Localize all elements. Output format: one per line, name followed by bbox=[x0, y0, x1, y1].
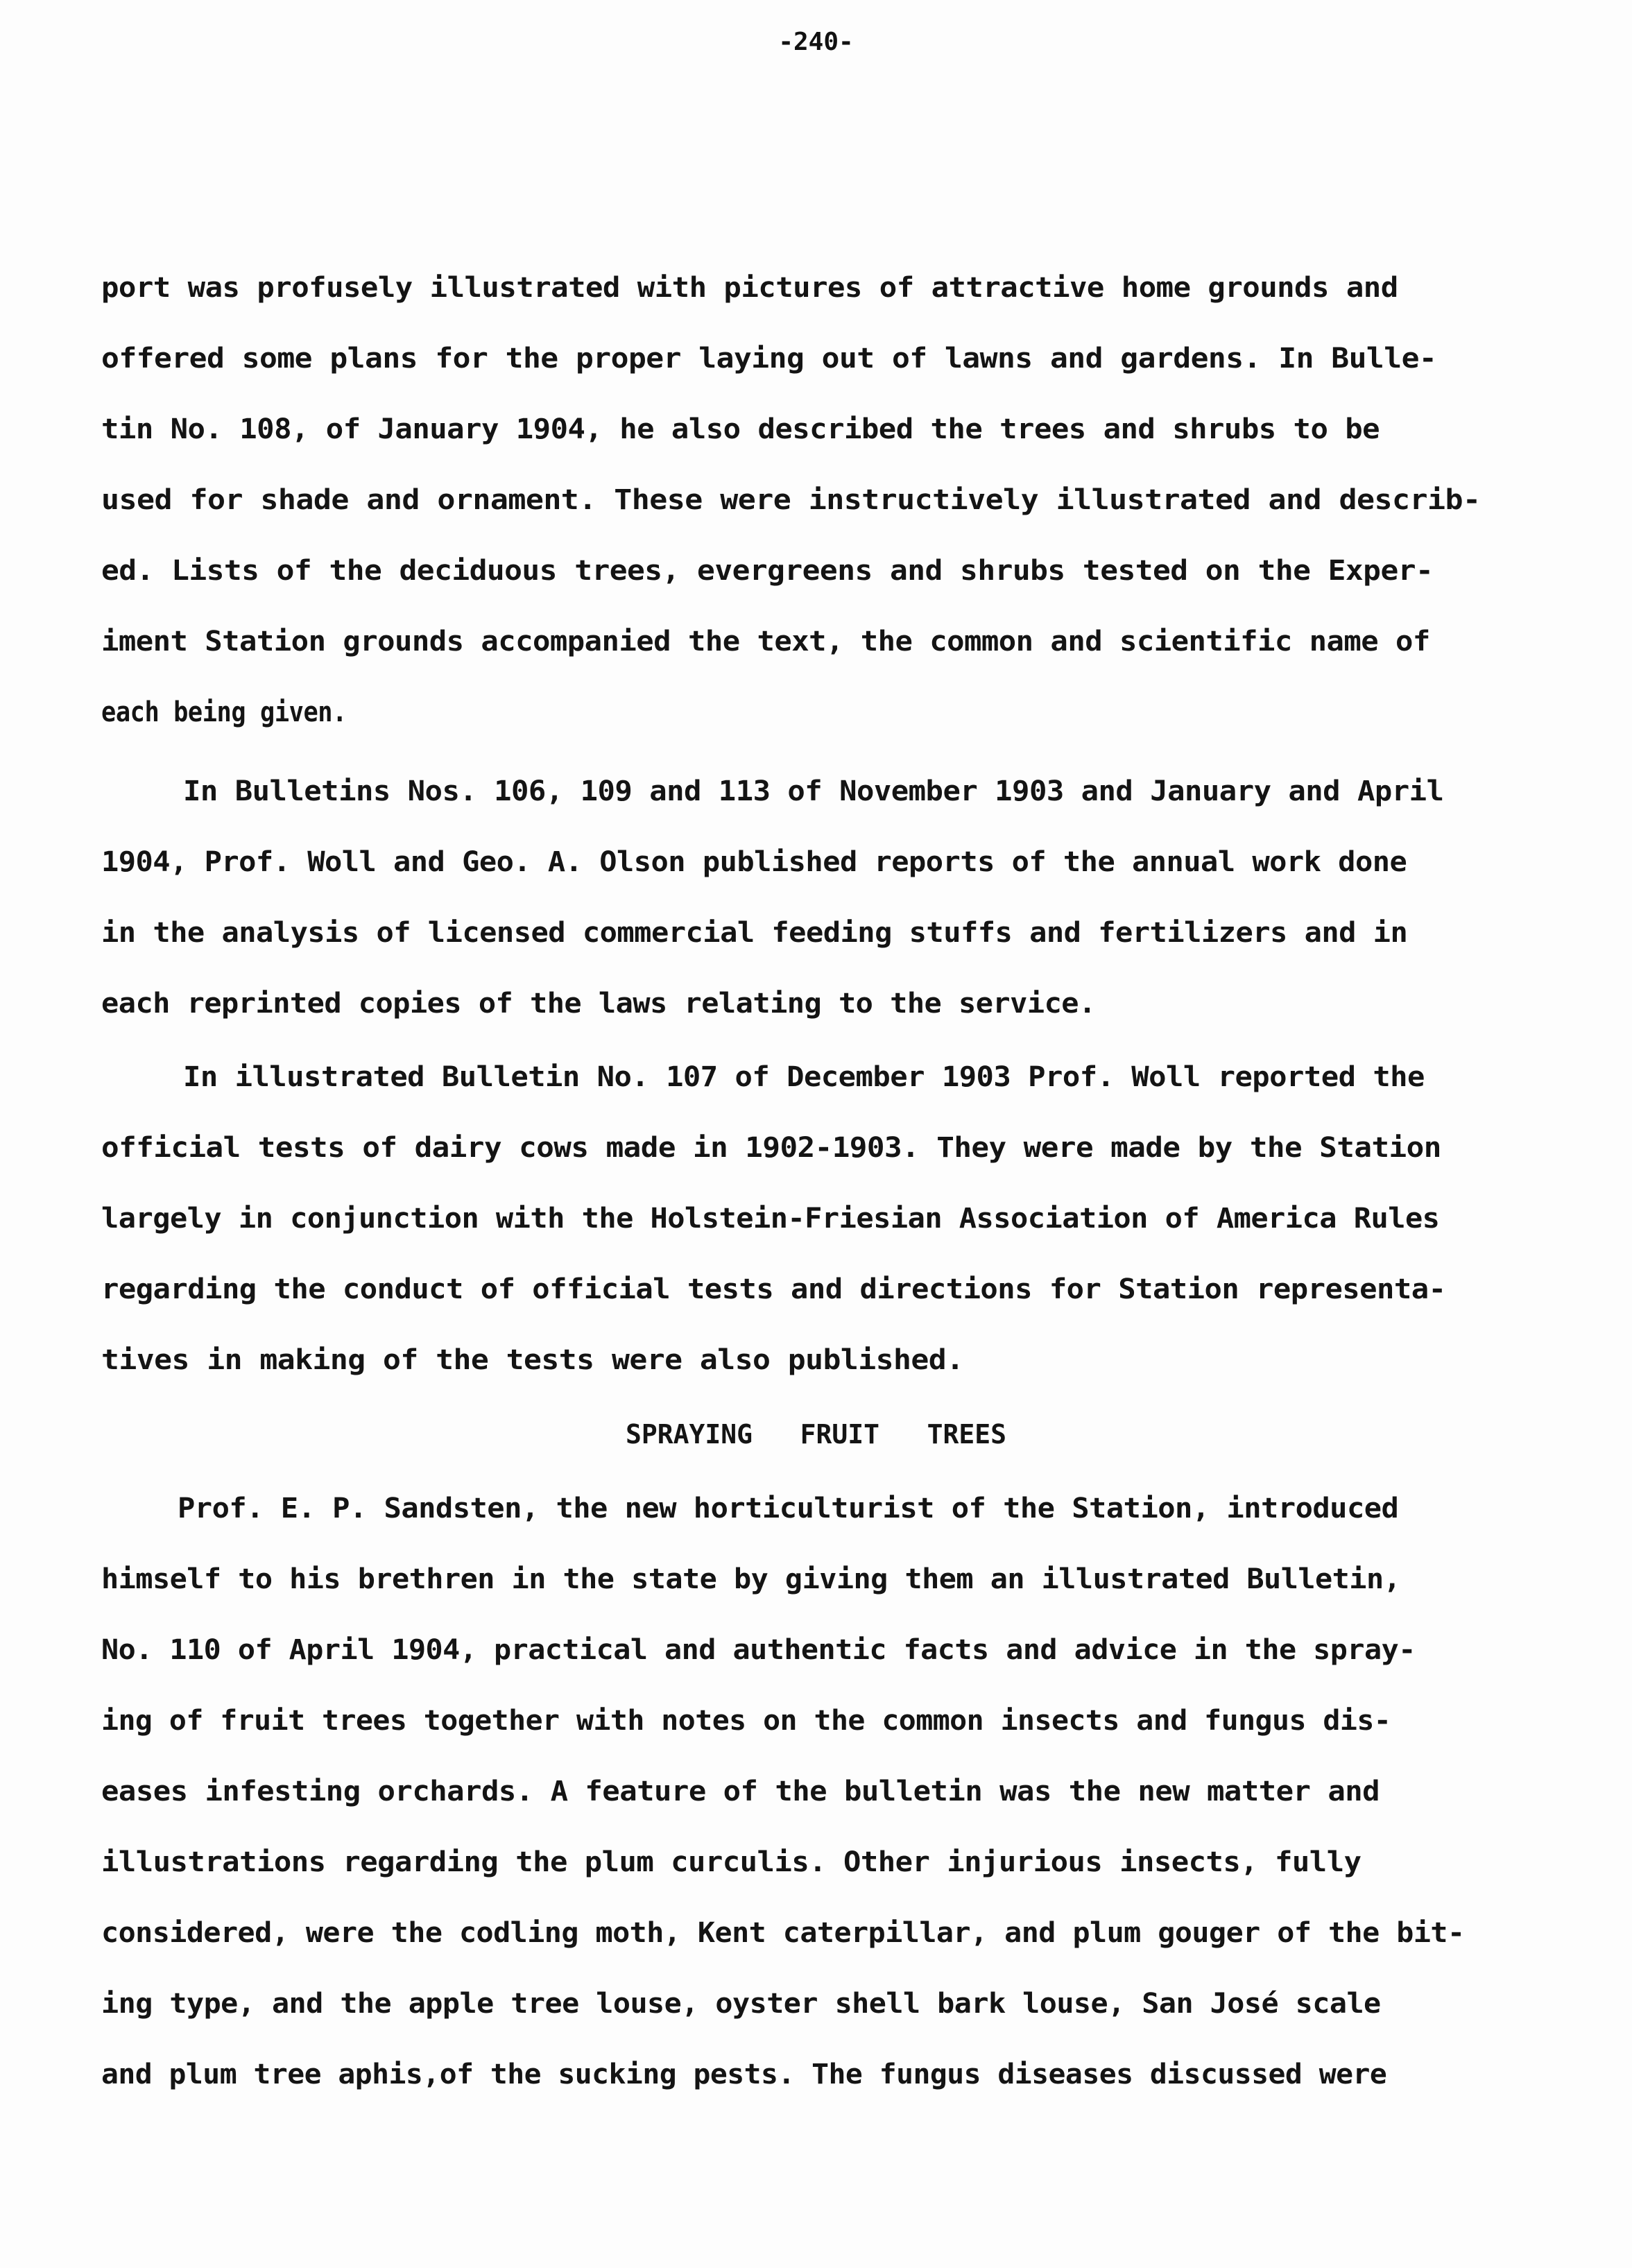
text-line: tin No. 108, of January 1904, he also described the trees and shrubs to be bbox=[101, 413, 1380, 445]
text-line: tives in making of the tests were also published. bbox=[101, 1344, 964, 1376]
text-line: offered some plans for the proper laying out of lawns and gardens. In Bulle- bbox=[101, 343, 1437, 375]
text-line: No. 110 of April 1904, practical and authentic facts and advice in the spray- bbox=[101, 1634, 1416, 1666]
text-line: considered, were the codling moth, Kent caterpillar, and plum gouger of the bit- bbox=[101, 1917, 1465, 1949]
text-line: regarding the conduct of official tests and directions for Station representa- bbox=[101, 1273, 1446, 1305]
text-line: each being given. bbox=[101, 696, 347, 728]
text-line: official tests of dairy cows made in 1902-1903. They were made by the Station bbox=[101, 1132, 1441, 1164]
text-line: In illustrated Bulletin No. 107 of December 1903 Prof. Woll reported the bbox=[183, 1061, 1425, 1093]
text-line: 1904, Prof. Woll and Geo. A. Olson published reports of the annual work done bbox=[101, 846, 1407, 878]
text-line: In Bulletins Nos. 106, 109 and 113 of November 1903 and January and April bbox=[183, 775, 1444, 807]
text-line: eases infesting orchards. A feature of the bulletin was the new matter and bbox=[101, 1776, 1380, 1807]
text-line: iment Station grounds accompanied the text, the common and scientific name of bbox=[101, 626, 1430, 658]
text-line: ed. Lists of the deciduous trees, evergreens and shrubs tested on the Exper- bbox=[101, 555, 1434, 587]
text-line: illustrations regarding the plum curculis. Other injurious insects, fully bbox=[101, 1846, 1362, 1878]
page-number: -240- bbox=[778, 28, 854, 56]
text-line: used for shade and ornament. These were instructively illustrated and describ- bbox=[101, 484, 1481, 516]
text-line: largely in conjunction with the Holstein-Friesian Association of America Rules bbox=[101, 1203, 1440, 1235]
text-line: ing of fruit trees together with notes on the common insects and fungus dis- bbox=[101, 1705, 1391, 1737]
text-line: ing type, and the apple tree louse, oyster shell bark louse, San José scale bbox=[101, 1988, 1381, 2020]
text-line: and plum tree aphis,of the sucking pests. The fungus diseases discussed were bbox=[101, 2059, 1387, 2090]
text-line: each reprinted copies of the laws relating to the service. bbox=[101, 988, 1096, 1020]
text-line: Prof. E. P. Sandsten, the new horticulturist of the Station, introduced bbox=[178, 1493, 1399, 1524]
text-line: himself to his brethren in the state by giving them an illustrated Bulletin, bbox=[101, 1563, 1401, 1595]
section-heading: SPRAYING FRUIT TREES bbox=[625, 1419, 1007, 1450]
text-line: in the analysis of licensed commercial feeding stuffs and fertilizers and in bbox=[101, 917, 1408, 949]
text-line: port was profusely illustrated with pictures of attractive home grounds and bbox=[101, 272, 1398, 304]
